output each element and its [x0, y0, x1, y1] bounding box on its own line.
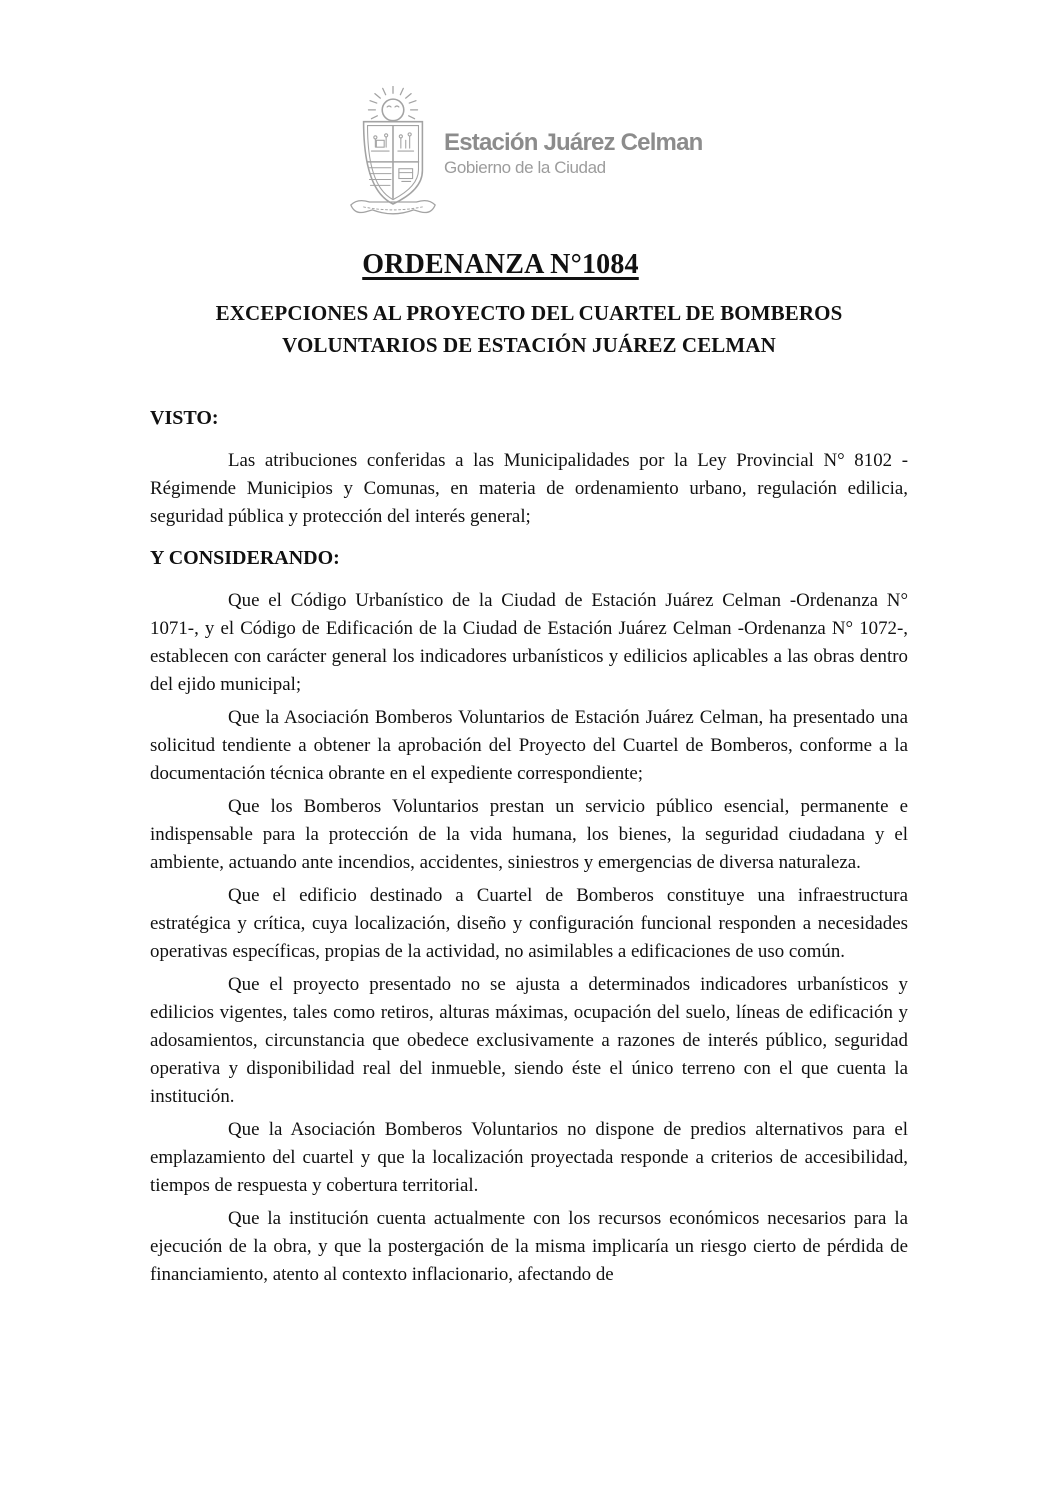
ordinance-title	[0, 250, 1030, 280]
coat-of-arms-icon	[344, 86, 442, 224]
logo-text	[444, 86, 703, 178]
considerando-paragraph-1: Que el Código Urbanístico de la Ciudad de Estación Juárez Celman -Ordenanza N° 1071-, y el Código de Edificación de la Ciudad de Estación Juárez Celman -Ordenanza N° 1072-, establecen con carácter general los indicadores urbanísticos y edilicios aplicables a las obras dentro del ejido municipal;	[150, 590, 908, 695]
visto-paragraph: Las atribuciones conferidas a las Municipalidades por la Ley Provincial N° 8102 - Régimende Municipios y Comunas, en materia de ordenamiento urbano, regulación edilicia, seguridad pública y protección del interés general;	[150, 450, 908, 527]
ordinance-body	[150, 404, 908, 1289]
sun-rays-icon	[369, 86, 418, 118]
considerando-paragraph-6: Que la Asociación Bomberos Voluntarios no dispone de predios alternativos para el emplazamiento del cuartel y que la localización proyectada responde a criterios de accesibilidad, tiempos de respuesta y cobertura territorial.	[150, 1119, 908, 1196]
subtitle-line-2: VOLUNTARIOS DE ESTACIÓN JUÁREZ CELMAN	[282, 333, 776, 357]
ordinance-subtitle	[150, 297, 908, 361]
sun-icon	[382, 99, 404, 121]
ordinance-title-text: ORDENANZA N°1084	[362, 249, 639, 280]
section-heading-visto: VISTO:	[150, 407, 219, 429]
considerando-paragraph-5: Que el proyecto presentado no se ajusta a determinados indicadores urbanísticos y edilicios vigentes, tales como retiros, alturas máximas, ocupación del suelo, líneas de edificación y adosamientos, circunstancia que obedece exclusivamente a razones de interés público, seguridad operativa y disponibilidad real del inmueble, siendo éste el único terreno con el que cuenta la institución.	[150, 974, 908, 1107]
considerando-paragraph-3: Que los Bomberos Voluntarios prestan un servicio público esencial, permanente e indispensable para la protección de la vida humana, los bienes, la seguridad ciudadana y el ambiente, actuando ante incendios, accidentes, siniestros y emergencias de diversa naturaleza.	[150, 796, 908, 873]
subtitle-line-1: EXCEPCIONES AL PROYECTO DEL CUARTEL DE BOMBEROS	[215, 301, 843, 325]
section-heading-considerando: Y CONSIDERANDO:	[150, 547, 340, 569]
considerando-paragraph-2: Que la Asociación Bomberos Voluntarios de Estación Juárez Celman, ha presentado una solicitud tendiente a obtener la aprobación del Proyecto del Cuartel de Bomberos, conforme a la documentación técnica obrante en el expediente correspondiente;	[150, 707, 908, 784]
org-name: Estación Juárez Celman	[444, 129, 703, 156]
considerando-paragraph-7: Que la institución cuenta actualmente con los recursos económicos necesarios para la ejecución de la obra, y que la postergación de la misma implicaría un riesgo cierto de pérdida de financiamiento, atento al contexto inflacionario, afectando de	[150, 1208, 908, 1285]
considerando-paragraph-4: Que el edificio destinado a Cuartel de Bomberos constituye una infraestructura estratégica y crítica, cuya localización, diseño y configuración funcional responden a necesidades operativas específicas, propias de la actividad, no asimilables a edificaciones de uso común.	[150, 885, 908, 962]
municipal-logo	[344, 86, 703, 224]
org-subtitle: Gobierno de la Ciudad	[444, 158, 606, 177]
